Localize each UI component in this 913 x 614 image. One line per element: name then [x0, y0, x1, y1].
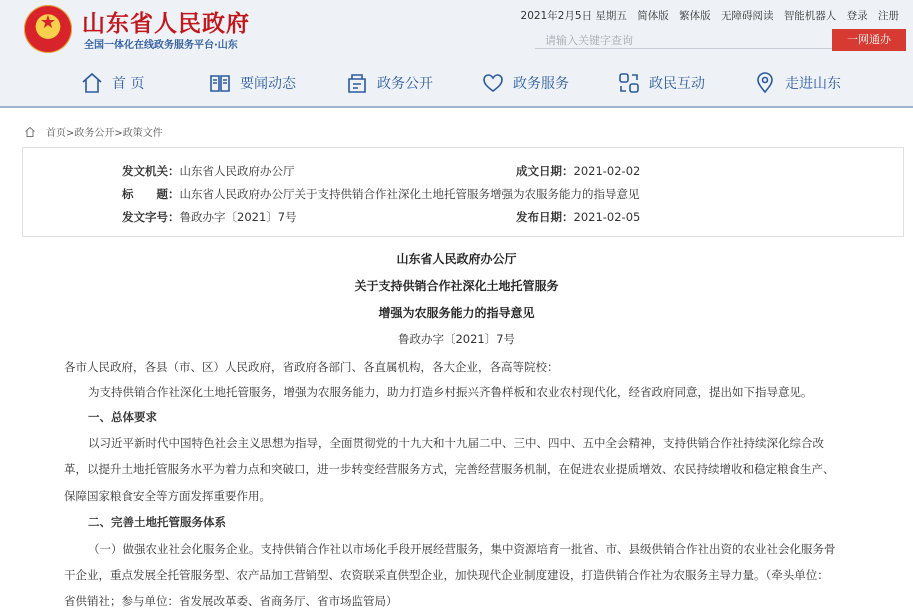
simplified-link[interactable]: 简体版 [637, 10, 669, 22]
document-icon [345, 71, 369, 95]
nav-item-government-affairs[interactable] [345, 70, 433, 96]
national-emblem-icon [24, 5, 72, 53]
issuer-value: 山东省人民政府办公厅 [179, 164, 295, 178]
nav-item-interaction[interactable] [617, 70, 705, 96]
top-links [514, 8, 899, 23]
main-nav [0, 60, 913, 108]
breadcrumb [24, 124, 163, 139]
section2-line: （一）做强农业社会化服务企业。支持供销合作社以市场化手段开展经营服务，集中资源培育一批省、市、县级供销合作社出资的农业社会化服务骨 [88, 542, 836, 556]
nav-label: 政民互动 [649, 76, 705, 92]
section2-heading: 二、完善土地托管服务体系 [88, 515, 226, 529]
publish-value: 2021-02-05 [573, 210, 641, 224]
site-header [0, 0, 913, 60]
nav-label: 要闻动态 [240, 76, 296, 92]
site-title[interactable]: 山东省人民政府 [82, 11, 250, 37]
book-icon [208, 71, 232, 95]
document-title-line2: 关于支持供销合作社深化土地托管服务 [354, 279, 559, 293]
date-row [516, 163, 640, 179]
nav-label: 走进山东 [785, 76, 841, 92]
section2-line: 干企业，重点发展全托管服务型、农产品加工营销型、农资联采直供型企业，加快现代企业制度建设，打造供销合作社为农服务主导力量。（牵头单位： [64, 568, 829, 582]
register-link[interactable]: 注册 [878, 10, 899, 22]
interaction-icon [617, 71, 641, 95]
nav-item-about-shandong[interactable] [753, 70, 841, 96]
nav-item-news[interactable] [208, 70, 296, 96]
nav-label: 首 页 [112, 76, 145, 92]
document-title-line3: 增强为农服务能力的指导意见 [378, 306, 535, 320]
number-row [122, 209, 297, 225]
nav-label: 政务服务 [513, 76, 569, 92]
number-label: 发文字号： [122, 210, 180, 224]
robot-link[interactable]: 智能机器人 [783, 10, 837, 22]
accessibility-link[interactable]: 无障碍阅读 [720, 10, 774, 22]
breadcrumb-text[interactable]: 首页>政务公开>政策文件 [46, 128, 163, 139]
number-value: 鲁政办字〔2021〕7号 [179, 210, 297, 224]
section2-line: 省供销社；参与单位：省发展改革委、省商务厅、省市场监管局） [64, 594, 398, 608]
intro-paragraph: 为支持供销合作社深化土地托管服务，增强为农服务能力，助力打造乡村振兴齐鲁样板和农业农村现代化，经省政府同意，提出如下指导意见。 [88, 385, 813, 399]
site-subtitle: 全国一体化在线政务服务平台·山东 [84, 40, 238, 51]
nav-item-home[interactable] [80, 70, 144, 96]
section1-line: 以习近平新时代中国特色社会主义思想为指导，全面贯彻党的十九大和十九届二中、三中、四中、五中全会精神，支持供销合作社持续深化综合改 [88, 436, 824, 450]
section1-line: 革，以提升土地托管服务水平为着力点和突破口，进一步转变经营服务方式，完善经营服务机制，在促进农业提质增效、农民持续增收和稳定粮食生产、 [64, 462, 835, 476]
document-number: 鲁政办字〔2021〕7号 [397, 332, 516, 346]
login-link[interactable]: 登录 [846, 10, 868, 22]
one-stop-service-button[interactable]: 一网通办 [832, 29, 906, 51]
title-label: 标 题： [122, 187, 180, 201]
date-value: 2021-02-02 [573, 164, 641, 178]
title-row [122, 186, 640, 202]
document-meta-box [22, 147, 904, 237]
home-icon[interactable] [24, 126, 36, 138]
title-value: 山东省人民政府办公厅关于支持供销合作社深化土地托管服务增强为农服务能力的指导意见 [179, 187, 640, 201]
nav-item-government-services[interactable] [481, 70, 569, 96]
publish-label: 发布日期： [516, 210, 574, 224]
document-title-line1: 山东省人民政府办公厅 [396, 252, 517, 266]
search-input[interactable] [535, 32, 840, 49]
date-text: 2021年2月5日 星期五 [520, 10, 627, 22]
home-icon [80, 71, 104, 95]
issuer-row [122, 163, 295, 179]
section1-heading: 一、总体要求 [88, 410, 157, 424]
location-icon [753, 71, 777, 95]
addressee: 各市人民政府，各县（市、区）人民政府，省政府各部门、各直属机构，各大企业，各高等院校： [64, 360, 559, 374]
issuer-label: 发文机关： [122, 164, 180, 178]
traditional-link[interactable]: 繁体版 [679, 10, 711, 22]
heart-icon [481, 71, 505, 95]
section1-line: 保障国家粮食安全等方面发挥重要作用。 [64, 489, 271, 503]
date-label: 成文日期： [516, 164, 574, 178]
nav-label: 政务公开 [377, 76, 433, 92]
publish-row [516, 209, 640, 225]
